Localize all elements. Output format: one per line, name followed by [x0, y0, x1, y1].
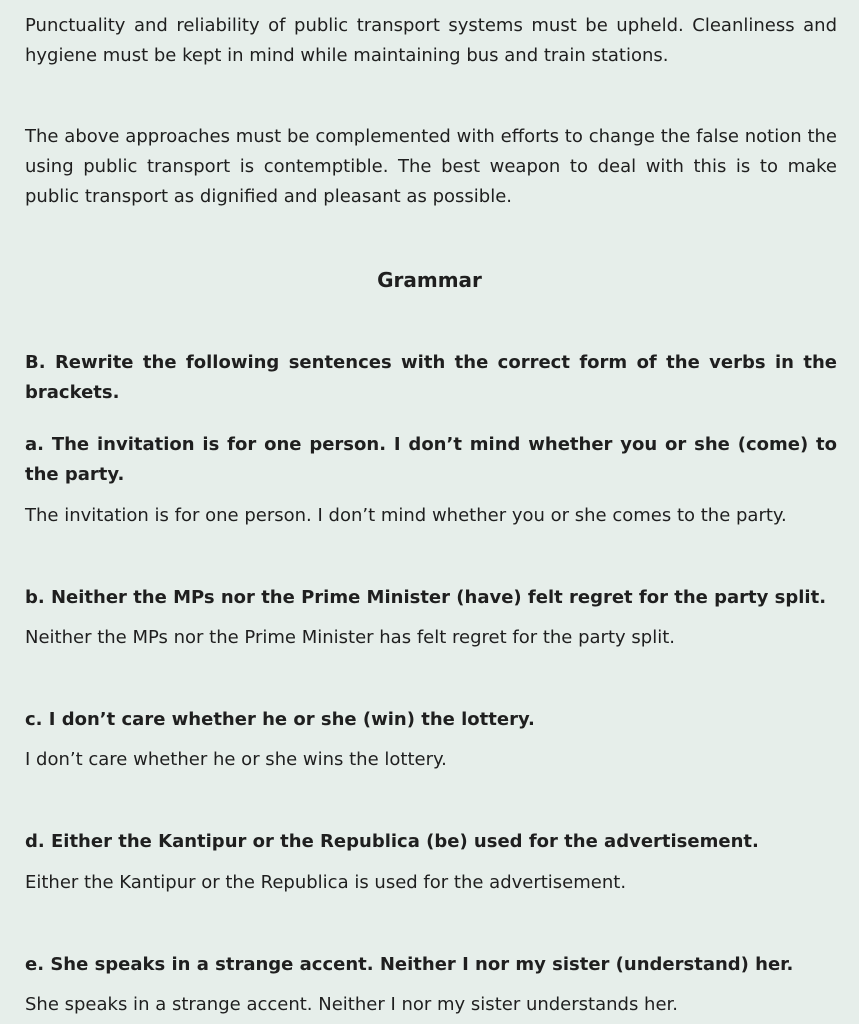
question-d: d. Either the Kantipur or the Republica (be) used for the advertisement. — [25, 831, 759, 852]
question-a: a. The invitation is for one person. I don’t mind whether you or she (come) to the party. — [25, 434, 837, 485]
grammar-heading: Grammar — [377, 268, 482, 292]
answer-e: She speaks in a strange accent. Neither I nor my sister understands her. — [25, 994, 679, 1015]
answer-c: I don’t care whether he or she wins the lottery. — [25, 749, 447, 770]
question-c: c. I don’t care whether he or she (win) the lottery. — [25, 709, 535, 730]
answer-b: Neither the MPs nor the Prime Minister has felt regret for the party split. — [25, 627, 675, 648]
passage-paragraph-2: The above approaches must be complemented with efforts to change the false notion the using public transport is contemptible. The best weapon to deal with this is to make public transport as dignified and pleasant as possible. — [25, 126, 837, 207]
passage-paragraph-1: Punctuality and reliability of public transport systems must be upheld. Cleanliness and hygiene must be kept in mind while maintaining bus and train stations. — [25, 15, 837, 66]
exercise-instruction: B. Rewrite the following sentences with the correct form of the verbs in the brackets. — [25, 352, 837, 403]
question-b: b. Neither the MPs nor the Prime Minister (have) felt regret for the party split. — [25, 587, 827, 608]
answer-d: Either the Kantipur or the Republica is used for the advertisement. — [25, 872, 627, 893]
answer-a: The invitation is for one person. I don’t mind whether you or she comes to the party. — [25, 505, 787, 526]
question-e: e. She speaks in a strange accent. Neither I nor my sister (understand) her. — [25, 954, 794, 975]
